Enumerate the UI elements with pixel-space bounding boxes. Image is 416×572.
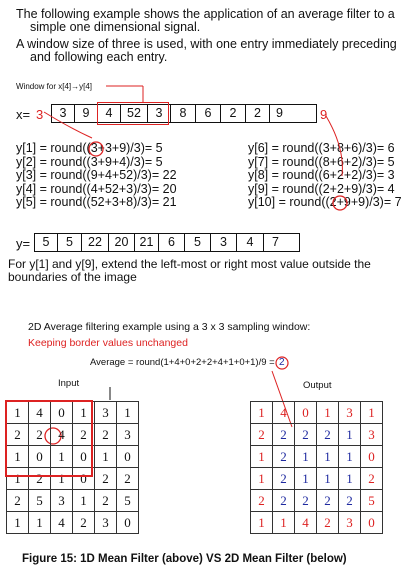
grid-cell: 5 [117, 490, 139, 512]
grid-cell: 1 [251, 446, 273, 468]
example2-title: 2D Average filtering example using a 3 x 3 sampling window: [28, 321, 311, 333]
eq-right-4: y[9] = round((2+2+9)/3)= 4 [248, 181, 395, 196]
grid-row [251, 424, 383, 446]
input-label: Input [58, 378, 80, 389]
grid-cell: 4 [29, 402, 51, 424]
grid-cell: 2 [29, 424, 51, 446]
x-cell: 3 [52, 105, 75, 122]
grid-cell: 1 [339, 424, 361, 446]
grid-cell: 2 [95, 424, 117, 446]
eq-left-4: y[4] = round((4+52+3)/3)= 20 [16, 181, 177, 196]
grid-cell: 3 [95, 402, 117, 424]
grid-cell: 1 [295, 468, 317, 490]
grid-cell: 4 [273, 402, 295, 424]
grid-cell: 2 [295, 490, 317, 512]
grid-cell: 1 [7, 512, 29, 534]
intro-line-2: simple one dimensional signal. [30, 20, 201, 34]
grid-cell: 3 [51, 490, 73, 512]
y-cell: 21 [135, 234, 159, 251]
grid-row [7, 512, 139, 534]
grid-cell: 1 [73, 490, 95, 512]
x-label: x= [16, 107, 31, 122]
grid-cell: 0 [117, 512, 139, 534]
eq-right-1: y[6] = round((3+8+6)/3)= 6 [248, 141, 395, 155]
grid-cell: 2 [273, 490, 295, 512]
grid-cell: 3 [95, 512, 117, 534]
eq-left-5: y[5] = round((52+3+8)/3)= 21 [16, 195, 177, 210]
grid-cell: 5 [29, 490, 51, 512]
grid-cell: 3 [117, 424, 139, 446]
window-label: Window for x[4]→y[4] [16, 82, 93, 91]
intro-line-3: A window size of three is used, with one entry immediately preceding [16, 37, 397, 51]
x-cell: 9 [276, 106, 283, 120]
y-cell: 6 [159, 234, 185, 251]
eq-right-2: y[7] = round((8+6+2)/3)= 5 [248, 154, 395, 169]
grid-row [251, 446, 383, 468]
grid-row [251, 490, 383, 512]
grid-cell: 5 [361, 490, 383, 512]
output-grid [250, 401, 383, 534]
grid-cell: 2 [73, 512, 95, 534]
x-cell: 52 [121, 105, 148, 122]
y-cell: 7 [272, 235, 279, 249]
example2-average-result: 2 [279, 357, 285, 368]
x-pad-left: 3 [36, 107, 44, 122]
grid-cell: 2 [95, 490, 117, 512]
grid-cell: 1 [339, 446, 361, 468]
x-cell: 2 [246, 105, 270, 122]
grid-cell: 2 [317, 512, 339, 534]
x-cell: 4 [98, 105, 121, 122]
y-cell: 5 [35, 234, 58, 251]
grid-cell: 2 [273, 468, 295, 490]
grid-cell: 4 [51, 424, 73, 446]
grid-cell: 2 [317, 424, 339, 446]
output-label: Output [303, 380, 332, 391]
x-pad-right: 9 [320, 107, 328, 122]
y-cell: 5 [58, 234, 82, 251]
grid-cell: 0 [361, 446, 383, 468]
grid-cell: 1 [295, 446, 317, 468]
grid-cell: 1 [73, 402, 95, 424]
grid-cell: 2 [95, 468, 117, 490]
grid-cell: 1 [317, 402, 339, 424]
grid-cell: 1 [7, 402, 29, 424]
grid-cell: 0 [73, 446, 95, 468]
grid-cell: 0 [51, 402, 73, 424]
example2-average: Average = round(1+4+0+2+2+4+1+0+1)/9 = [90, 357, 275, 368]
eq-left-3: y[3] = round((9+4+52)/3)= 22 [16, 168, 177, 183]
grid-cell: 3 [361, 424, 383, 446]
grid-row [251, 468, 383, 490]
grid-cell: 0 [73, 468, 95, 490]
figure-caption: Figure 15: 1D Mean Filter (above) VS 2D Mean Filter (below) [22, 553, 347, 565]
grid-cell: 0 [29, 446, 51, 468]
x-cell: 9 [75, 105, 98, 122]
grid-cell: 1 [273, 512, 295, 534]
grid-cell: 1 [117, 402, 139, 424]
grid-row [251, 512, 383, 534]
grid-cell: 1 [361, 402, 383, 424]
grid-cell: 2 [251, 424, 273, 446]
grid-cell: 1 [7, 446, 29, 468]
grid-cell: 4 [51, 512, 73, 534]
grid-cell: 1 [251, 468, 273, 490]
intro-line-4: and following each entry. [30, 50, 168, 64]
grid-cell: 0 [117, 446, 139, 468]
grid-cell: 2 [7, 490, 29, 512]
y-label: y= [16, 236, 31, 251]
grid-cell: 1 [317, 446, 339, 468]
grid-cell: 1 [51, 468, 73, 490]
eq-right-3: y[8] = round((6+2+2)/3)= 3 [248, 168, 395, 183]
y-cell: 4 [237, 234, 264, 251]
grid-cell: 0 [295, 402, 317, 424]
grid-cell: 1 [251, 402, 273, 424]
intro-line-1: The following example shows the application of an average filter to a [16, 7, 395, 21]
x-cell: 3 [148, 105, 171, 122]
grid-cell: 2 [251, 490, 273, 512]
eq-right-5: y[10] = round((2+9+9)/3)= 7 [248, 195, 402, 210]
grid-cell: 1 [251, 512, 273, 534]
grid-row [251, 402, 383, 424]
x-cell: 8 [171, 105, 196, 122]
example2-subtitle: Keeping border values unchanged [28, 337, 188, 349]
grid-cell: 1 [95, 446, 117, 468]
x-cell: 6 [196, 105, 221, 122]
x-cell: 2 [221, 105, 246, 122]
grid-cell: 1 [317, 468, 339, 490]
note-line-2: boundaries of the image [8, 270, 137, 284]
grid-cell: 2 [295, 424, 317, 446]
y-cell: 20 [109, 234, 135, 251]
note-line-1: For y[1] and y[9], extend the left-most or right most value outside the [8, 257, 371, 271]
eq-left-2: y[2] = round((3+9+4)/3)= 5 [16, 154, 163, 169]
grid-cell: 1 [51, 446, 73, 468]
grid-cell: 0 [361, 512, 383, 534]
grid-cell: 1 [7, 468, 29, 490]
grid-cell: 1 [339, 468, 361, 490]
grid-cell: 2 [361, 468, 383, 490]
grid-cell: 2 [7, 424, 29, 446]
grid-cell: 2 [117, 468, 139, 490]
grid-cell: 2 [317, 490, 339, 512]
grid-cell: 4 [295, 512, 317, 534]
eq-left-1: y[1] = round((3+3+9)/3)= 5 [16, 141, 163, 155]
grid-cell: 2 [73, 424, 95, 446]
y-cell: 3 [211, 234, 237, 251]
grid-cell: 2 [339, 490, 361, 512]
grid-cell: 2 [273, 424, 295, 446]
grid-row [7, 490, 139, 512]
sampling-window-box [5, 400, 93, 477]
y-cell: 5 [185, 234, 211, 251]
grid-cell: 2 [29, 468, 51, 490]
grid-cell: 3 [339, 512, 361, 534]
grid-cell: 2 [273, 446, 295, 468]
grid-cell: 3 [339, 402, 361, 424]
grid-cell: 1 [29, 512, 51, 534]
y-cell: 22 [82, 234, 109, 251]
